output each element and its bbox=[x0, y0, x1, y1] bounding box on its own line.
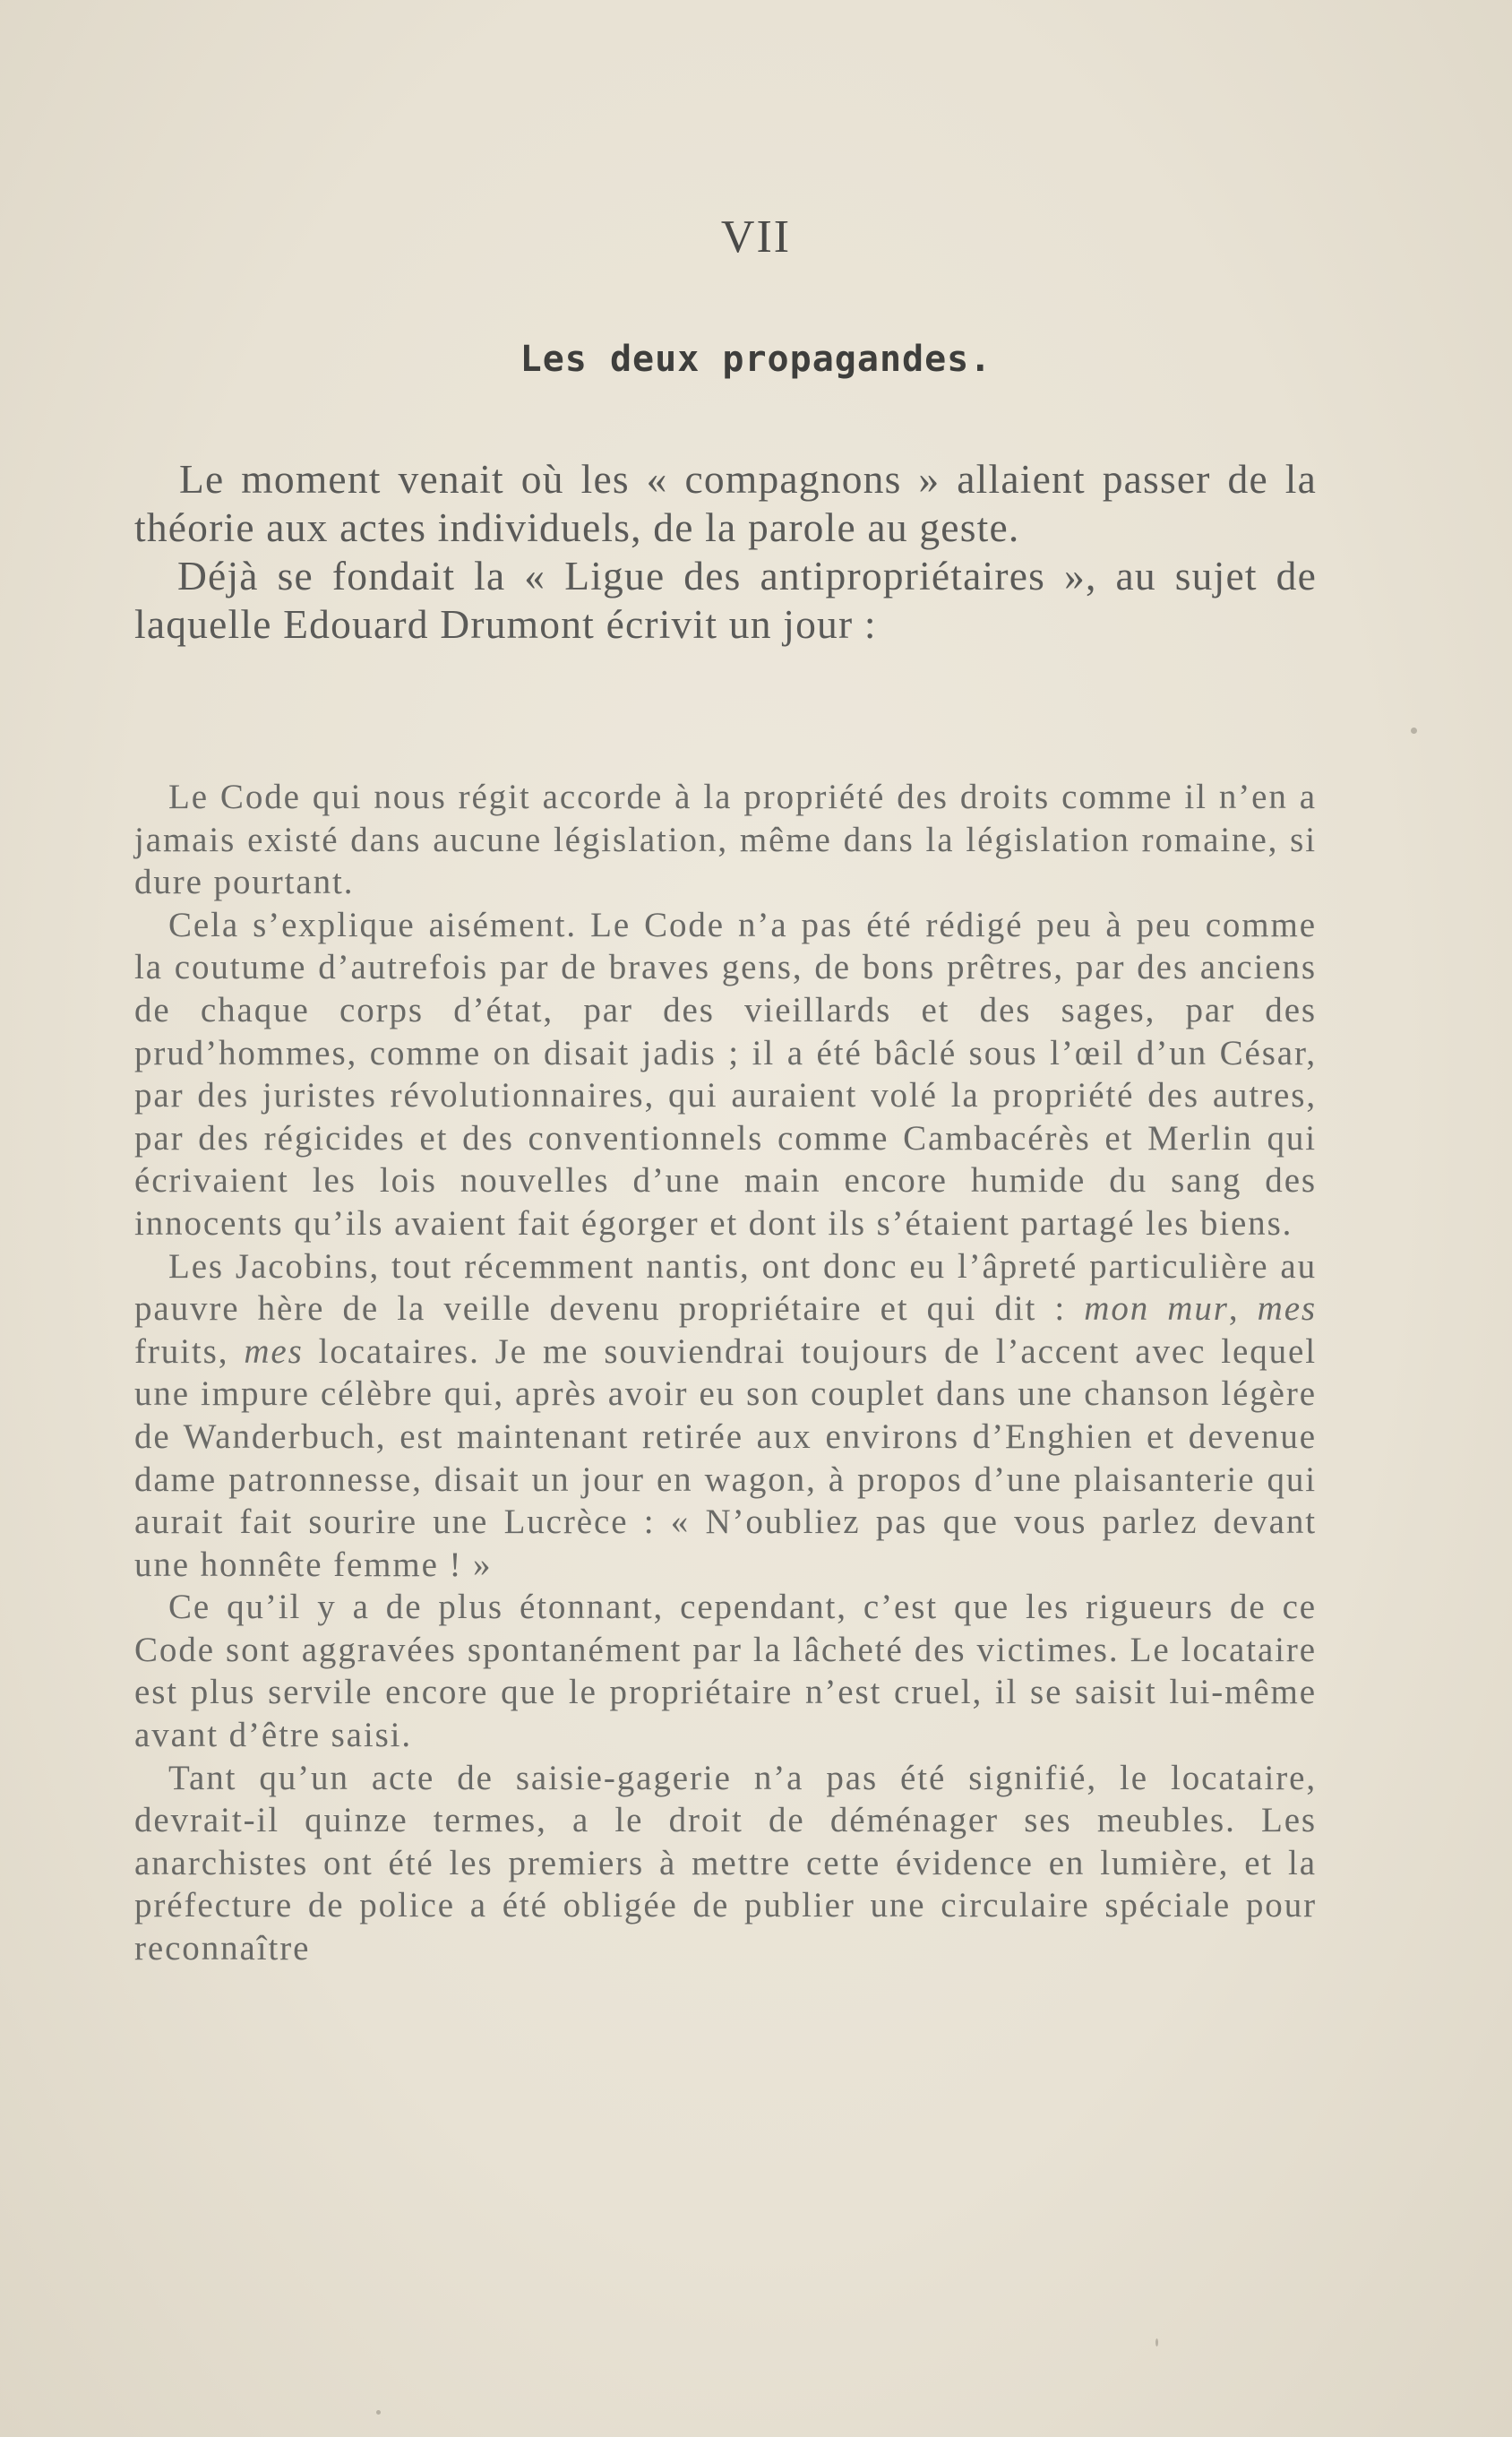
quote-paragraph: Cela s’explique aisément. Le Code n’a pas été rédigé peu à peu comme la coutume d’autrefois par de braves gens, de bons prêtres, par des anciens de chaque corps d’état, par des vieillards et des sages, par des prud’hommes, comme on disait jadis ; il a été bâclé sous l’œil d’un César, par des juristes révolutionnaires, qui auraient volé la propriété des autres, par des régicides et des conventionnels comme Cambacérès et Merlin qui écrivaient les lois nouvelles d’une main encore humide du sang des innocents qu’ils avaient fait égorger et dont ils s’étaient partagé les biens. bbox=[134, 905, 1317, 1243]
italic-text: mes bbox=[1257, 1289, 1317, 1329]
quote-paragraph: Ce qu’il y a de plus étonnant, cependant, c’est que les rigueurs de ce Code sont aggravées spontanément par la lâcheté des victimes. Le locataire est plus servile encore que le propriétaire n’est cruel, il se saisit lui-même avant d’être saisi. bbox=[134, 1588, 1317, 1755]
intro-paragraph: Le moment venait où les « compagnons » allaient passer de la théorie aux actes individuels, de la parole au geste. bbox=[134, 456, 1317, 550]
paper-speck bbox=[1155, 2338, 1158, 2347]
chapter-number: VII bbox=[720, 211, 792, 263]
quote-text-run: fruits, bbox=[134, 1331, 245, 1371]
block-quote bbox=[134, 776, 1317, 1970]
chapter-title: Les deux propagandes. bbox=[520, 339, 992, 380]
paper-speck bbox=[376, 2410, 381, 2415]
quote-text-run: , bbox=[1228, 1289, 1258, 1329]
quote-paragraph bbox=[134, 1245, 1317, 1587]
quote-paragraph: Tant qu’un acte de saisie-gagerie n’a pas été signifié, le locataire, devrait-il quinze termes, a le droit de déménager ses meubles. Les anarchistes ont été les premiers à mettre cette évidence en lumière, et la préfecture de police a été obligée de publier une circulaire spéciale pour reconnaître bbox=[134, 1758, 1317, 1968]
italic-text: mon mur bbox=[1084, 1289, 1229, 1329]
quote-paragraph: Le Code qui nous régit accorde à la propriété des droits comme il n’en a jamais existé dans aucune législation, même dans la législation romaine, si dure pourtant. bbox=[134, 778, 1317, 902]
quote-text-run: Les Jacobins, tout récemment nantis, ont donc eu l’âpreté particulière au pauvre hère de la veille devenu propriétaire et qui dit : bbox=[134, 1246, 1317, 1329]
intro-paragraph: Déjà se fondait la « Ligue des antipropriétaires », au sujet de laquelle Edouard Drumont écrivit un jour : bbox=[134, 553, 1317, 647]
paper-speck bbox=[1411, 728, 1417, 734]
quote-text-run: locataires. Je me souviendrai toujours de l’accent avec lequel une impure célèbre qui, après avoir eu son couplet dans une chanson légère de Wanderbuch, est maintenant retirée aux environs d’Enghien et devenue dame patronnesse, disait un jour en wagon, à propos d’une plaisanterie qui aurait fait sourire une Lucrèce : « N’oubliez pas que vous parlez devant une honnête femme ! » bbox=[134, 1331, 1317, 1584]
intro-text bbox=[134, 455, 1317, 649]
italic-text: mes bbox=[244, 1331, 304, 1371]
